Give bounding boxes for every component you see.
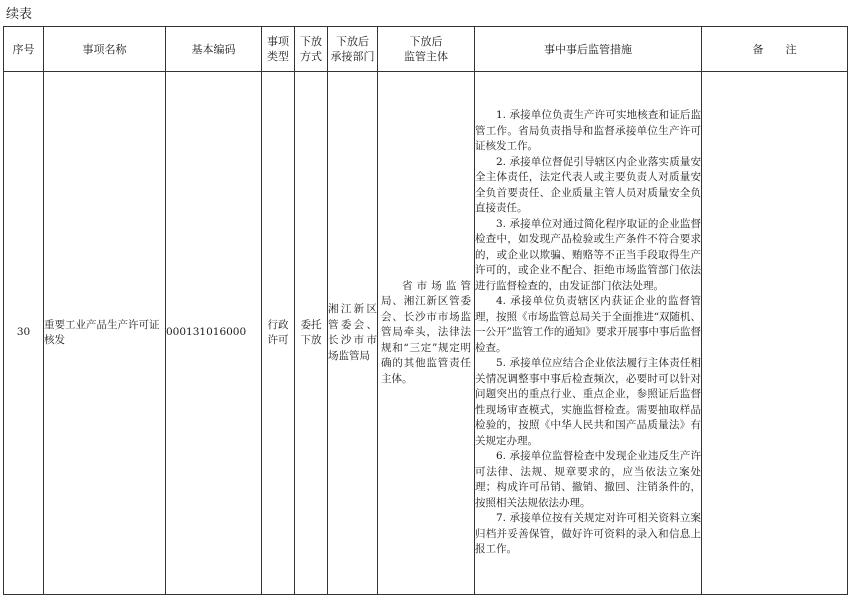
header-code: 基本编码 (166, 27, 262, 72)
cell-code: 000131016000 (166, 72, 262, 595)
cell-name: 重要工业产品生产许可证核发 (44, 72, 166, 595)
table-row (4, 72, 848, 595)
header-remark: 备 注 (702, 27, 848, 72)
cell-dept: 湘江新区管委会、长沙市市场监管局 (328, 72, 378, 595)
header-subject: 下放后 监管主体 (378, 27, 475, 72)
header-seq: 序号 (4, 27, 44, 72)
table-caption: 续表 (6, 7, 33, 22)
measure-item: 1. 承接单位负责生产许可实地核查和证后监管工作。省局负责指导和监督承接单位生产许可证核发工作。 (475, 109, 701, 153)
measure-item: 7. 承接单位按有关规定对许可相关资料立案归档并妥善保管，做好许可资料的录入和信息上报工作。 (475, 512, 701, 556)
header-method: 下放 方式 (295, 27, 328, 72)
cell-type: 行政 许可 (262, 72, 295, 595)
header-name: 事项名称 (44, 27, 166, 72)
measure-item: 6. 承接单位监督检查中发现企业违反生产许可法律、法规、规章要求的，应当依法立案处理；构成许可吊销、撤销、撤回、注销条件的，按照相关法规依法办理。 (475, 450, 701, 509)
measure-item: 3. 承接单位对通过简化程序取证的企业监督检查中，如发现产品检验或生产条件不符合要求的，或企业以欺骗、贿赂等不正当手段取得生产许可的，或企业不配合、拒绝市场监管部门依法进行监督检查的，由发证部门依法处理。 (475, 217, 701, 292)
cell-remark (702, 72, 848, 595)
header-type: 事项 类型 (262, 27, 295, 72)
header-row (4, 27, 848, 72)
cell-seq: 30 (4, 72, 44, 595)
header-measures: 事中事后监管措施 (475, 27, 702, 72)
cell-measures (475, 72, 702, 595)
measure-item: 4. 承接单位负责辖区内获证企业的监督管理，按照《市场监管总局关于全面推进“双随机、一公开”监管工作的通知》要求开展事中事后监督检查。 (475, 295, 701, 354)
measure-item: 2. 承接单位督促引导辖区内企业落实质量安全主体责任，法定代表人或主要负责人对质量安全负首要责任、企业质量主管人员对质量安全负直接责任。 (475, 155, 701, 215)
matters-table (3, 26, 848, 595)
measure-item: 5. 承接单位应结合企业依法履行主体责任相关情况调整事中事后检查频次，必要时可以针对问题突出的重点行业、重点企业，参照证后监督性现场审查模式，实施监督检查。需要抽取样品检验的，按照《中华人民共和国产品质量法》有关规定办理。 (475, 357, 701, 447)
header-dept: 下放后 承接部门 (328, 27, 378, 72)
cell-subject: 省市场监管局、湘江新区管委会、长沙市市场监管局牵头，法律法规和“三定”规定明确的其他监管责任主体。 (378, 72, 475, 595)
cell-method: 委托 下放 (295, 72, 328, 595)
